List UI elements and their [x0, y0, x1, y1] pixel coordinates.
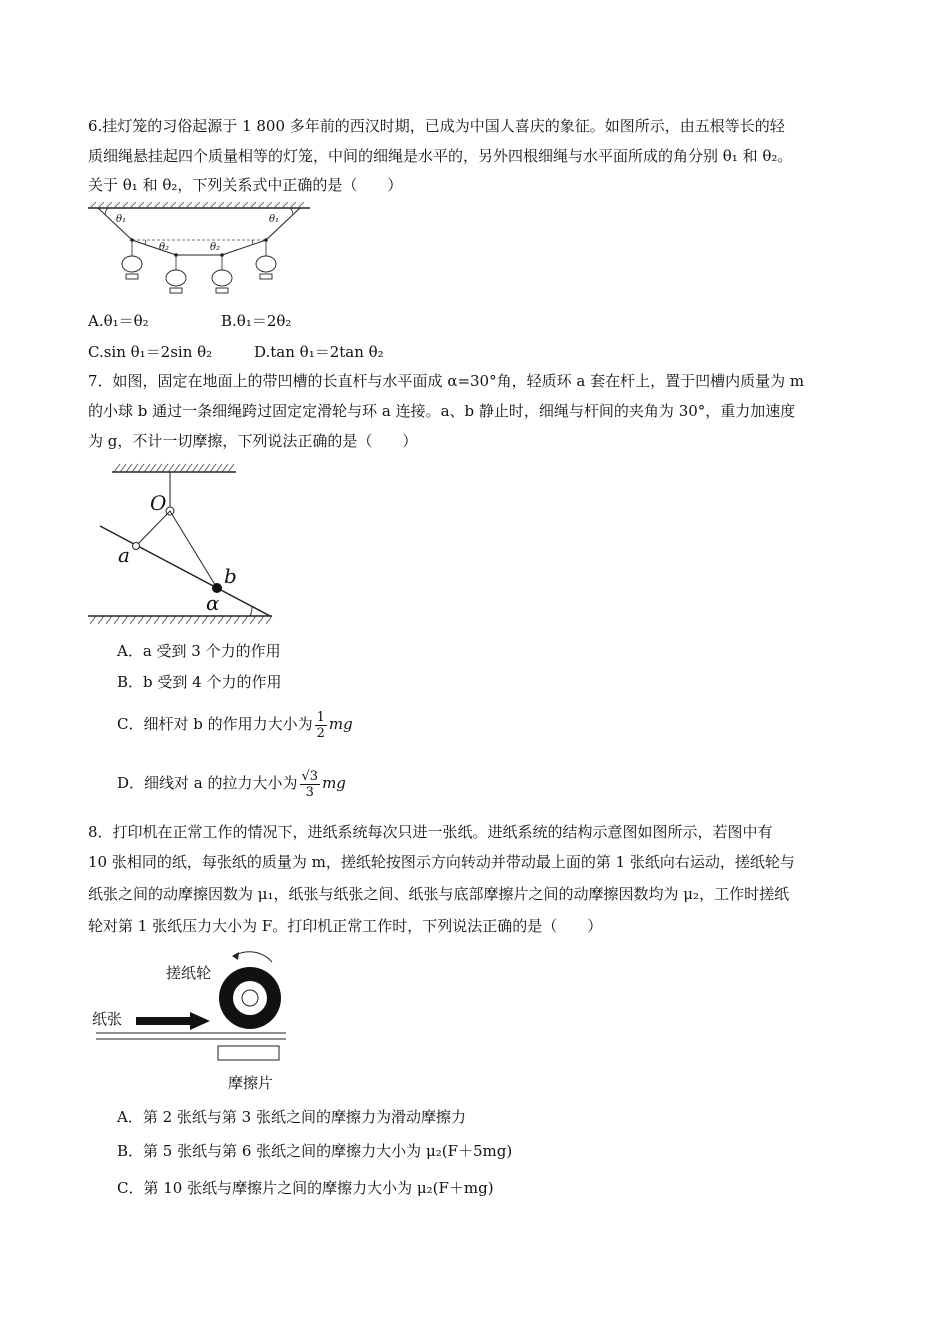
paper-label: 纸张: [92, 1010, 123, 1028]
q7-option-c-unit: mg: [328, 715, 353, 733]
q6-option-a[interactable]: A.θ₁＝θ₂: [88, 312, 149, 330]
theta2-right-label: θ₂: [210, 242, 221, 253]
q7-stem-line1: 7．如图，固定在地面上的带凹槽的长直杆与水平面成 α=30°角，轻质环 a 套在杆上，置于凹槽内质量为 m: [88, 372, 805, 390]
q8-option-c[interactable]: C．第 10 张纸与摩擦片之间的摩擦力大小为 μ₂(F＋mg): [117, 1179, 494, 1197]
fraction-numerator: 1: [316, 709, 325, 725]
q8-option-a[interactable]: A．第 2 张纸与第 3 张纸之间的摩擦力为滑动摩擦力: [117, 1108, 466, 1126]
q7-stem-line3: 为 g，不计一切摩擦，下列说法正确的是（ ）: [88, 432, 418, 450]
fraction-denominator: 2: [316, 725, 325, 741]
ring-a-label: a: [118, 543, 130, 567]
ball-b-label: b: [224, 564, 237, 588]
theta2-left-label: θ₂: [159, 242, 170, 253]
pulley-o-label: O: [150, 491, 167, 515]
q6-option-b[interactable]: B.θ₁＝2θ₂: [221, 312, 292, 330]
theta1-left-label: θ₁: [116, 214, 127, 225]
q6-stem-line2: 质细绳悬挂起四个质量相等的灯笼，中间的细绳是水平的，另外四根细绳与水平面所成的角分别 θ₁ 和 θ₂。: [88, 147, 793, 165]
roller-label: 搓纸轮: [166, 964, 212, 982]
q6-option-d[interactable]: D.tan θ₁＝2tan θ₂: [254, 343, 384, 361]
q8-stem-line3: 纸张之间的动摩擦因数为 μ₁，纸张与纸张之间、纸张与底部摩擦片之间的动摩擦因数均为 μ₂，工作时搓纸: [88, 885, 790, 903]
rod-ring-ball-figure: [86, 456, 276, 631]
fraction-numerator: √3: [301, 768, 319, 784]
alpha-label: α: [206, 591, 220, 615]
q7-option-c-text: C．细杆对 b 的作用力大小为: [117, 715, 313, 733]
q8-stem-line4: 轮对第 1 张纸压力大小为 F。打印机正常工作时，下列说法正确的是（ ）: [88, 917, 603, 935]
q7-option-b[interactable]: B．b 受到 4 个力的作用: [117, 673, 282, 691]
fraction-one-half: [315, 710, 327, 741]
q8-stem-line1: 8．打印机在正常工作的情况下，进纸系统每次只进一张纸。进纸系统的结构示意图如图所示，若图中有: [88, 823, 773, 841]
q6-stem-line1: 6.挂灯笼的习俗起源于 1 800 多年前的西汉时期，已成为中国人喜庆的象征。如图所示，由五根等长的轻: [88, 117, 785, 135]
q7-option-d[interactable]: [117, 764, 346, 802]
theta1-right-label: θ₁: [269, 214, 280, 225]
fraction-denominator: 3: [305, 784, 314, 800]
q7-option-d-text: D．细线对 a 的拉力大小为: [117, 774, 298, 792]
q7-option-c[interactable]: [117, 706, 353, 742]
lantern-figure: [86, 200, 314, 302]
q6-option-c[interactable]: C.sin θ₁＝2sin θ₂: [88, 343, 213, 361]
q8-option-b[interactable]: B．第 5 张纸与第 6 张纸之间的摩擦力大小为 μ₂(F＋5mg): [117, 1142, 513, 1160]
fraction-root3-over-3: [300, 769, 321, 800]
q7-option-a[interactable]: A．a 受到 3 个力的作用: [117, 642, 281, 660]
pad-label: 摩擦片: [228, 1074, 274, 1092]
q7-stem-line2: 的小球 b 通过一条细绳跨过固定定滑轮与环 a 连接。a、b 静止时，细绳与杆间的夹角为 30°，重力加速度: [88, 402, 796, 420]
q6-stem-line3: 关于 θ₁ 和 θ₂，下列关系式中正确的是（ ）: [88, 176, 403, 194]
q8-stem-line2: 10 张相同的纸，每张纸的质量为 m，搓纸轮按图示方向转动并带动最上面的第 1 张纸向右运动，搓纸轮与: [88, 853, 795, 871]
q7-option-d-unit: mg: [322, 774, 346, 792]
